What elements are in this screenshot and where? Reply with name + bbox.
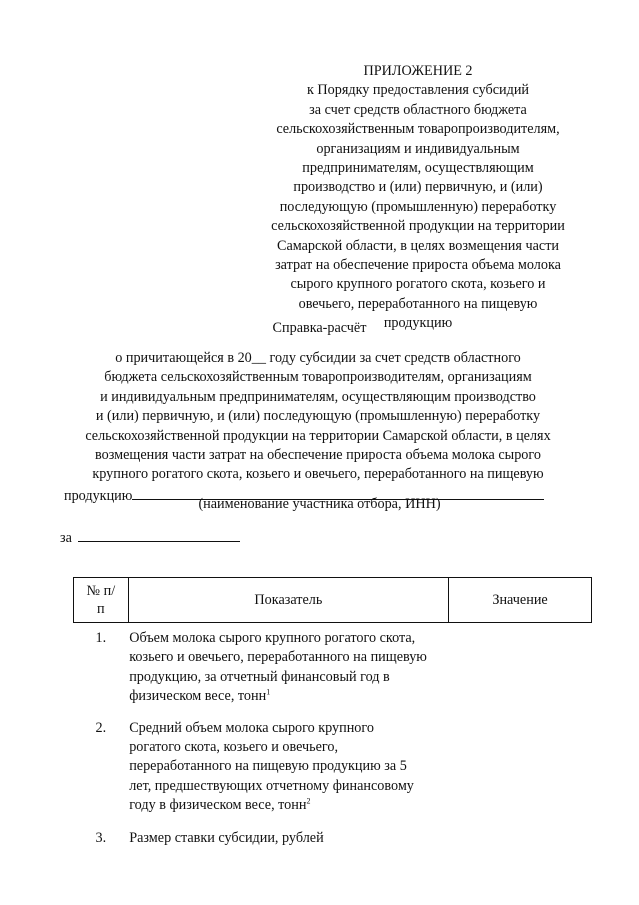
- row-num: 3.: [95, 829, 107, 846]
- table-row: [74, 829, 592, 848]
- document-title: Справка-расчёт: [272, 320, 367, 336]
- period-line: [60, 527, 240, 548]
- footnote-mark: 2: [306, 796, 311, 806]
- annex-line: затрат на обеспечение прироста объема молока: [275, 257, 561, 274]
- annex-line: к Порядку предоставления субсидий: [306, 82, 530, 99]
- row-value[interactable]: [449, 623, 592, 719]
- annex-line: сырого крупного рогатого скота, козьего и: [290, 276, 546, 293]
- table-row: [74, 623, 592, 719]
- participant-caption: (наименование участника отбора, ИНН): [198, 496, 441, 512]
- lead-paragraph: [48, 349, 588, 506]
- indicator-text: физическом весе, тонн: [129, 688, 267, 705]
- lead-line: крупного рогатого скота, козьего и овечьего, переработанного на пищевую: [92, 466, 544, 483]
- table-header-row: [74, 578, 592, 623]
- annex-line: сельскохозяйственным товаропроизводителям,: [276, 121, 560, 138]
- row-value[interactable]: [449, 719, 592, 829]
- header-num: [74, 578, 129, 623]
- indicator-line: переработанного на пищевую продукцию за 5: [129, 758, 407, 775]
- row-value[interactable]: [449, 829, 592, 848]
- row-indicator: [128, 829, 448, 848]
- indicator-line: Объем молока сырого крупного рогатого скота,: [129, 630, 416, 646]
- lead-line: возмещения части затрат на обеспечение прироста объема молока сырого: [95, 447, 541, 464]
- header-value: Значение: [449, 578, 592, 623]
- annex-line: производство и (или) первичную, и (или): [293, 179, 543, 196]
- lead-line: и (или) первичную, и (или) последующую (промышленную) переработку: [95, 408, 541, 425]
- indicator-line: рогатого скота, козьего и овечьего,: [129, 739, 339, 756]
- header-num-label: № п/п: [86, 583, 116, 617]
- indicator-line: Средний объем молока сырого крупного: [129, 719, 374, 736]
- indicator-line: козьего и овечьего, переработанного на пищевую: [129, 649, 427, 666]
- annex-header: [248, 62, 588, 334]
- annex-title: ПРИЛОЖЕНИЕ 2: [363, 63, 473, 79]
- annex-line: предпринимателям, осуществляющим: [302, 160, 534, 177]
- lead-line: сельскохозяйственной продукции на территории Самарской области, в целях: [85, 427, 551, 444]
- lead-line: о причитающейся в 20__ году субсидии за счет средств областного: [115, 350, 521, 366]
- annex-line: организациям и индивидуальным: [316, 140, 520, 157]
- indicator-text: году в физическом весе, тонн: [129, 797, 307, 814]
- row-indicator: [128, 623, 448, 719]
- annex-line: продукцию: [383, 315, 453, 332]
- lead-line: бюджета сельскохозяйственным товаропроизводителям, организациям: [104, 369, 532, 386]
- annex-line: овечьего, переработанного на пищевую: [298, 295, 538, 312]
- row-indicator: [128, 719, 448, 829]
- indicator-line: лет, предшествующих отчетному финансовому: [129, 777, 414, 794]
- period-field[interactable]: [78, 527, 240, 542]
- lead-line: и индивидуальным предпринимателям, осуществляющим производство: [100, 388, 536, 405]
- indicator-line: [129, 796, 448, 815]
- calculation-table: [73, 577, 592, 848]
- indicator-line: [129, 687, 448, 706]
- lead-last-word: продукцию: [64, 487, 133, 504]
- annex-line: последующую (промышленную) переработку: [279, 198, 557, 215]
- annex-line: за счет средств областного бюджета: [309, 101, 527, 118]
- row-num: 2.: [95, 719, 107, 736]
- annex-line: сельскохозяйственной продукции на территории: [271, 218, 565, 235]
- footnote-mark: 1: [266, 687, 271, 697]
- indicator-line: Размер ставки субсидии, рублей: [129, 829, 324, 846]
- header-indicator: Показатель: [128, 578, 448, 623]
- annex-line: Самарской области, в целях возмещения части: [276, 237, 559, 254]
- period-label: за: [60, 530, 72, 546]
- row-num: 1.: [95, 630, 107, 646]
- indicator-line: продукцию, за отчетный финансовый год в: [129, 668, 390, 685]
- table-row: [74, 719, 592, 829]
